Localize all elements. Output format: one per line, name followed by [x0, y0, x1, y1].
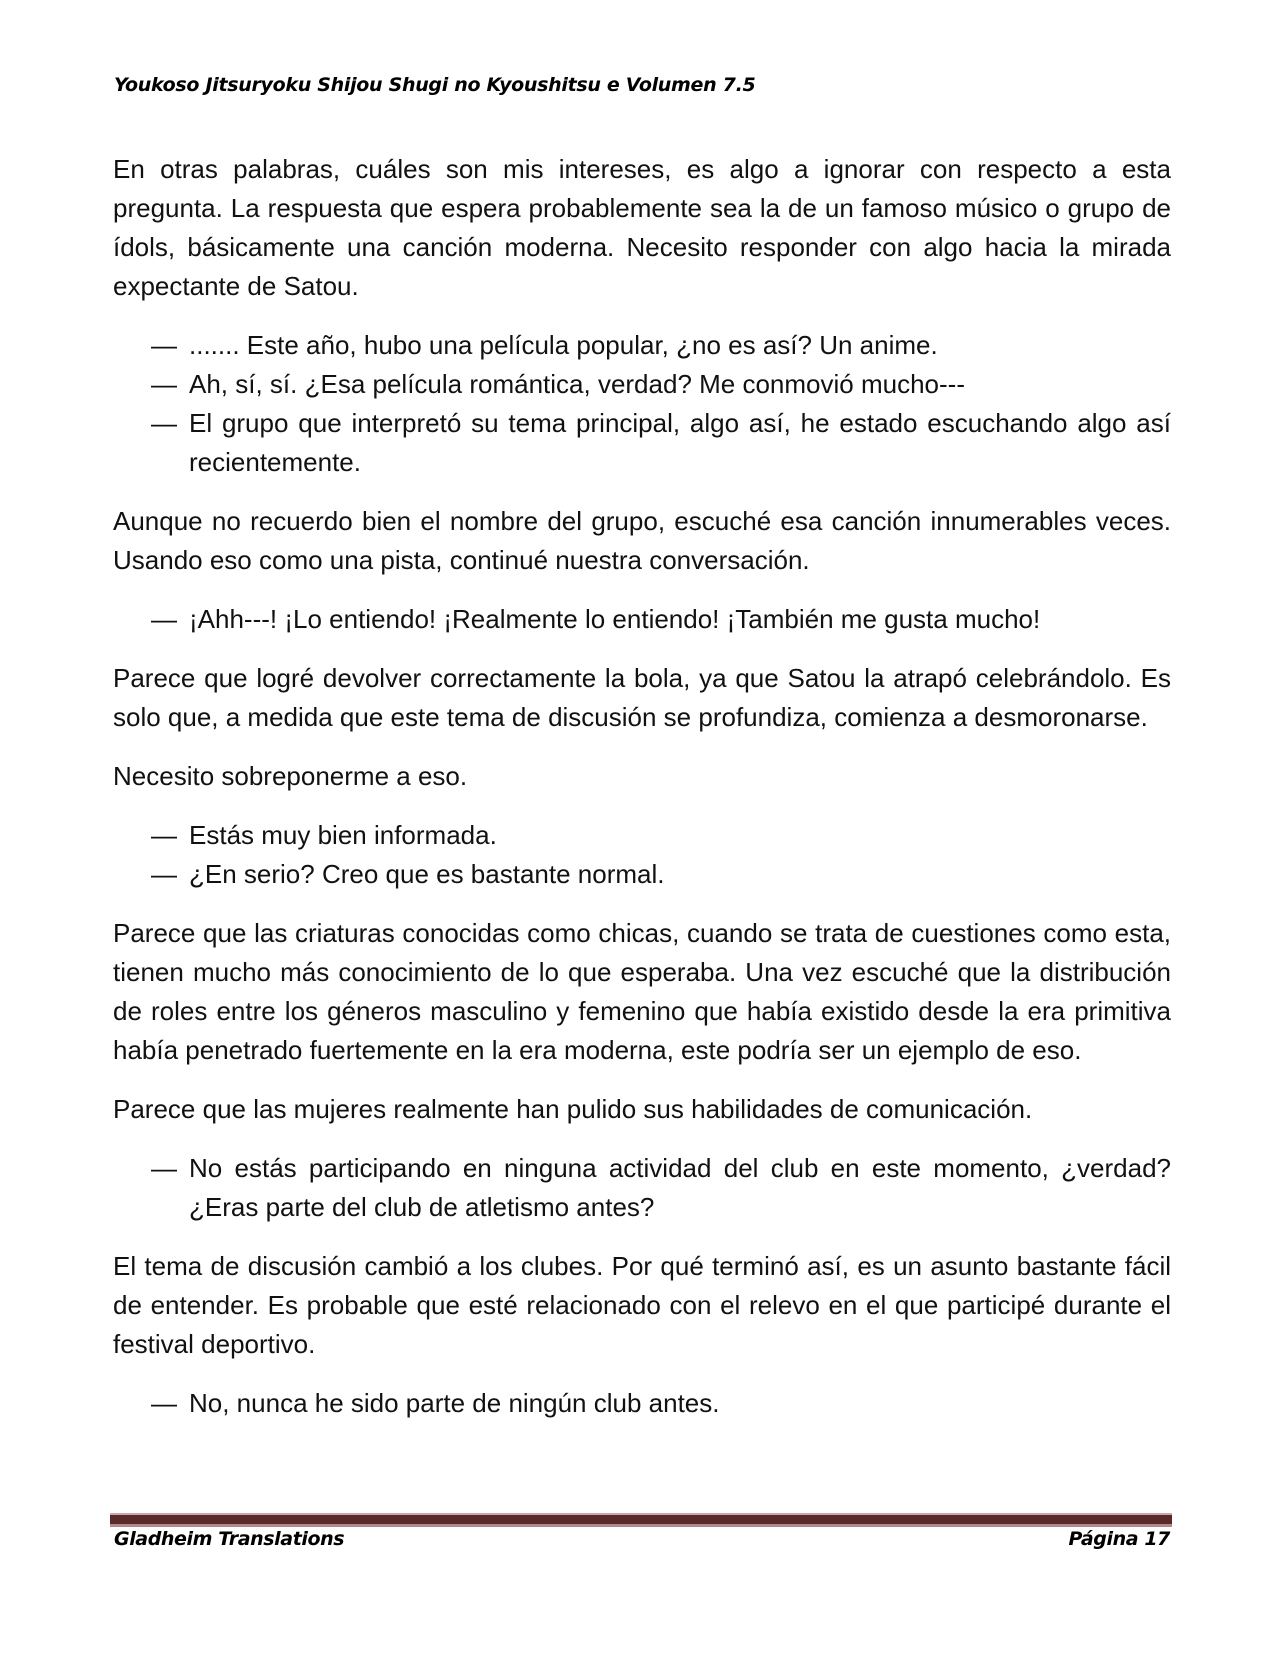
page-body — [113, 150, 1171, 1443]
paragraph: El tema de discusión cambió a los clubes. Por qué terminó así, es un asunto bastante fácil de entender. Es probable que esté relacionado con el relevo en el que participé durante el festival deportivo. — [113, 1251, 1171, 1359]
dialogue-text: Ah, sí, sí. ¿Esa película romántica, verdad? Me conmovió mucho--- — [189, 369, 965, 399]
paragraph: Parece que logré devolver correctamente la bola, ya que Satou la atrapó celebrándolo. Es solo que, a medida que este tema de discusión se profundiza, comienza a desmoronarse. — [113, 663, 1171, 732]
paragraph: Aunque no recuerdo bien el nombre del grupo, escuché esa canción innumerables veces. Usando eso como una pista, continué nuestra conversación. — [113, 506, 1171, 575]
dialogue-dash: — — [151, 859, 177, 889]
dialogue-group — [113, 1384, 1171, 1423]
dialogue-text: ¡Ahh---! ¡Lo entiendo! ¡Realmente lo entiendo! ¡También me gusta mucho! — [189, 604, 1041, 634]
dialogue-line — [113, 326, 1171, 365]
dialogue-dash: — — [151, 330, 177, 360]
paragraph: Parece que las mujeres realmente han pulido sus habilidades de comunicación. — [113, 1094, 1033, 1124]
dialogue-dash: — — [151, 820, 177, 850]
running-header: Youkoso Jitsuryoku Shijou Shugi no Kyoushitsu e Volumen 7.5 — [114, 74, 756, 96]
dialogue-text: El grupo que interpretó su tema principal, algo así, he estado escuchando algo así recientemente. — [189, 408, 1171, 477]
dialogue-group — [113, 326, 1171, 482]
dialogue-text: Estás muy bien informada. — [189, 820, 497, 850]
dialogue-dash: — — [151, 1153, 177, 1183]
dialogue-text: ....... Este año, hubo una película popular, ¿no es así? Un anime. — [189, 330, 938, 360]
dialogue-text: ¿En serio? Creo que es bastante normal. — [189, 859, 665, 889]
dialogue-dash: — — [151, 369, 177, 399]
dialogue-line — [113, 600, 1171, 639]
dialogue-dash: — — [151, 408, 177, 438]
paragraph: Necesito sobreponerme a eso. — [113, 761, 468, 791]
footer-page-number: Página 17 — [1068, 1528, 1170, 1550]
paragraph: Parece que las criaturas conocidas como chicas, cuando se trata de cuestiones como esta, tienen mucho más conocimiento de lo que esperaba. Una vez escuché que la distribución de roles entre los géneros masculino y femenino que había existido desde la era primitiva había penetrado fuertemente en la era moderna, este podría ser un ejemplo de eso. — [113, 918, 1171, 1065]
dialogue-text: No estás participando en ninguna actividad del club en este momento, ¿verdad? ¿Eras parte del club de atletismo antes? — [189, 1153, 1171, 1222]
dialogue-line — [113, 1384, 1171, 1423]
dialogue-line — [113, 1149, 1171, 1227]
paragraph: En otras palabras, cuáles son mis intereses, es algo a ignorar con respecto a esta pregunta. La respuesta que espera probablemente sea la de un famoso músico o grupo de ídols, básicamente una canción moderna. Necesito responder con algo hacia la mirada expectante de Satou. — [113, 154, 1171, 301]
dialogue-text: No, nunca he sido parte de ningún club antes. — [189, 1388, 720, 1418]
dialogue-line — [113, 365, 1171, 404]
footer-divider — [110, 1513, 1172, 1524]
footer-translator: Gladheim Translations — [114, 1528, 345, 1550]
dialogue-group — [113, 1149, 1171, 1227]
dialogue-group — [113, 816, 1171, 894]
dialogue-dash: — — [151, 1388, 177, 1418]
dialogue-line — [113, 855, 1171, 894]
dialogue-line — [113, 404, 1171, 482]
dialogue-line — [113, 816, 1171, 855]
dialogue-group — [113, 600, 1171, 639]
dialogue-dash: — — [151, 604, 177, 634]
